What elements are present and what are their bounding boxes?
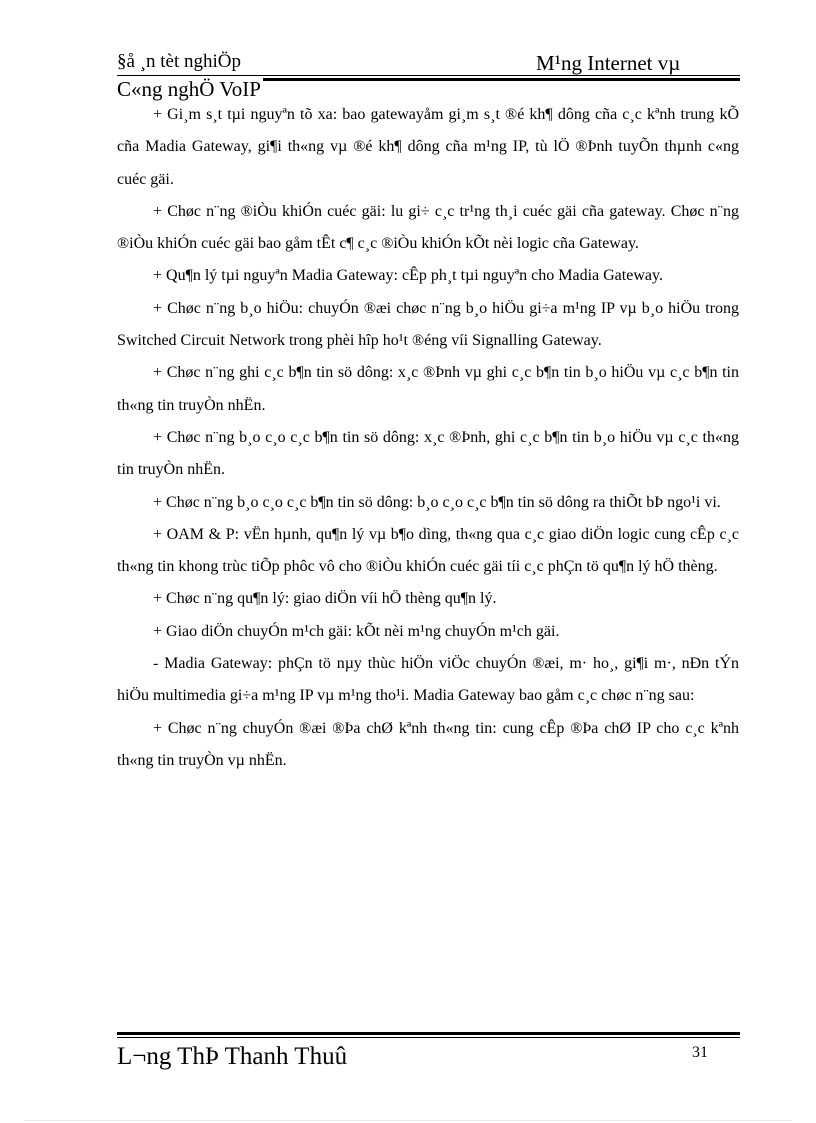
paragraph-management: + Chøc n¨ng qu¶n lý: giao diÖn víi hÖ thèng qu¶n lý. [153, 590, 497, 608]
page-bottom-edge [25, 1120, 791, 1121]
header-thesis-title: §å ¸n tèt nghiÖp [117, 51, 242, 72]
paragraph-resource-monitoring: + Gi¸m s¸t tµi nguyªn tõ xa: bao gatewayåm gi¸m s¸t ®é kh¶ dông cña c¸c kªnh trung kÕ cña Madia Gateway, gi¶i th«ng vµ ®é kh¶ dông cña m¹ng IP, tù lÖ ®Þnh tuyÕn thµnh c«ng cuéc gäi. [117, 106, 739, 188]
paragraph-usage-reporting: + Chøc n¨ng b¸o c¸o c¸c b¶n tin sö dông: x¸c ®Þnh, ghi c¸c b¶n tin b¸o hiÖu vµ c¸c th«ng tin truyÒn nhËn. [117, 428, 739, 479]
header-topic-subtitle: C«ng nghÖ VoIP [117, 77, 261, 101]
paragraph-address-conversion: + Chøc n¨ng chuyÓn ®æi ®Þa chØ kªnh th«ng tin: cung cÊp ®Þa chØ IP cho c¸c kªnh th«ng tin truyÒn vµ nhËn. [117, 719, 739, 769]
paragraph-usage-recording: + Chøc n¨ng ghi c¸c b¶n tin sö dông: x¸c ®Þnh vµ ghi c¸c b¶n tin b¸o hiÖu vµ c¸c b¶n tin th«ng tin truyÒn nhËn. [117, 364, 739, 414]
paragraph-signalling: + Chøc n¨ng b¸o hiÖu: chuyÓn ®æi chøc n¨ng b¸o hiÖu gi÷a m¹ng IP vµ b¸o hiÖu trong Switched Circuit Network trong phèi hîp ho¹t ®éng víi Signalling Gateway. [117, 299, 739, 350]
footer-divider-thick [117, 1032, 740, 1035]
footer-divider-thin [117, 1037, 740, 1038]
paragraph-usage-reporting-external: + Chøc n¨ng b¸o c¸o c¸c b¶n tin sö dông: b¸o c¸o c¸c b¶n tin sö dông ra thiÕt bÞ ngo¹i vi. [153, 493, 721, 511]
paragraph-media-gateway: - Madia Gateway: phÇn tö nµy thùc hiÖn viÖc chuyÓn ®æi, m· ho¸, gi¶i m·, nÐn tÝn hiÖu multimedia gi÷a m¹ng IP vµ m¹ng tho¹i. Madia Gateway bao gåm c¸c chøc n¨ng sau: [117, 655, 739, 705]
header-divider-thin [117, 75, 740, 76]
paragraph-resource-management: + Qu¶n lý tµi nguyªn Madia Gateway: cÊp ph¸t tµi nguyªn cho Madia Gateway. [153, 267, 663, 285]
header-topic-title: M¹ng Internet vµ [536, 51, 681, 75]
page-number: 31 [692, 1044, 708, 1061]
body-text [117, 99, 739, 777]
paragraph-call-control: + Chøc n¨ng ®iÒu khiÓn cuéc gäi: lu gi÷ c¸c tr¹ng th¸i cuéc gäi cña gateway. Chøc n¨ng ®iÒu khiÓn cuéc gäi bao gåm tÊt c¶ c¸c ®iÒu khiÓn kÕt nèi logic cña Gateway. [117, 202, 739, 253]
paragraph-packet-switching-interface: + Giao diÖn chuyÓn m¹ch gäi: kÕt nèi m¹ng chuyÓn m¹ch gäi. [153, 622, 560, 640]
paragraph-oam-p: + OAM & P: vËn hµnh, qu¶n lý vµ b¶o dìng, th«ng qua c¸c giao diÖn logic cung cÊp c¸c th«ng tin khong trùc tiÕp phôc vô cho ®iÒu khiÓn cuéc gäi tíi c¸c phÇn tö qu¶n lý hÖ thèng. [117, 525, 739, 576]
footer-author-name: L¬ng ThÞ Thanh Thuû [117, 1043, 348, 1070]
